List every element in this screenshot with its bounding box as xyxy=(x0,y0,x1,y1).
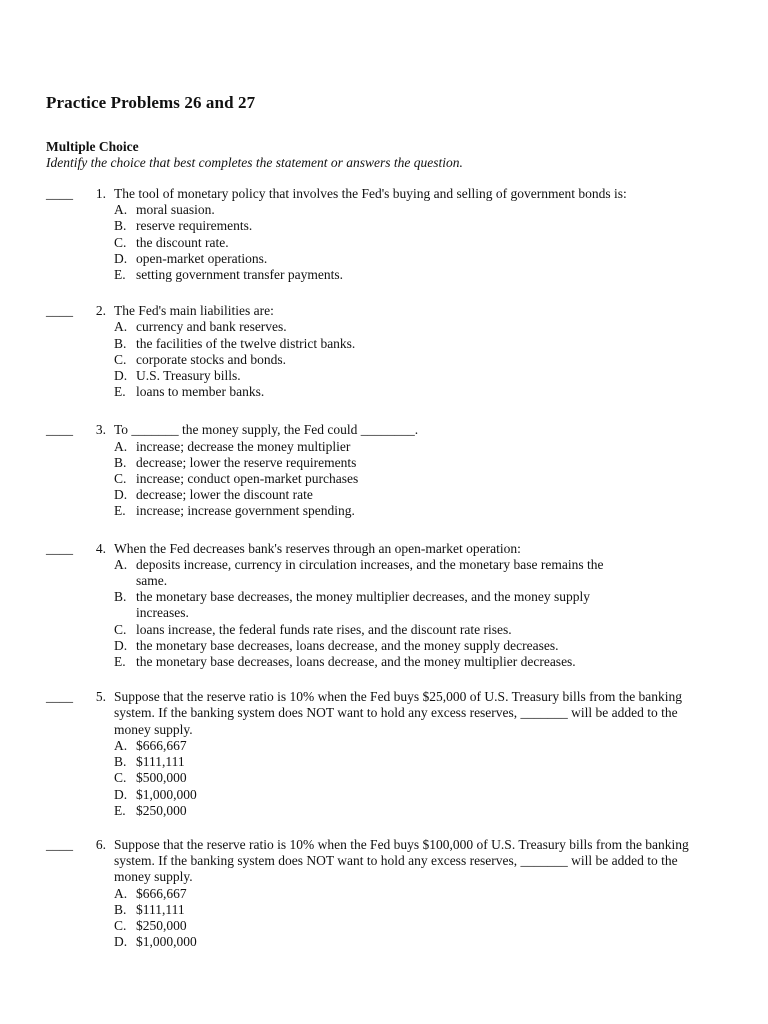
option-text: U.S. Treasury bills. xyxy=(136,368,241,384)
option-text: $1,000,000 xyxy=(136,934,197,950)
option-letter: A. xyxy=(114,556,128,572)
option-letter: D. xyxy=(114,637,128,653)
option-text: $500,000 xyxy=(136,770,187,786)
option-text: $666,667 xyxy=(136,885,187,901)
question-body xyxy=(114,689,714,819)
answer-option[interactable] xyxy=(114,638,714,654)
option-text: open-market operations. xyxy=(136,250,268,266)
answer-option[interactable] xyxy=(114,251,714,267)
option-text: $666,667 xyxy=(136,737,187,753)
answer-option[interactable] xyxy=(114,589,714,621)
question-number: 3. xyxy=(95,422,106,438)
answer-blank[interactable]: ____ xyxy=(46,186,73,201)
option-text: increase; decrease the money multiplier xyxy=(136,438,351,454)
answer-option[interactable] xyxy=(114,319,714,335)
option-letter: D. xyxy=(114,934,128,950)
option-letter: C. xyxy=(114,471,127,487)
option-letter: B. xyxy=(114,901,127,917)
section-instructions: Identify the choice that best completes the statement or answers the question. xyxy=(46,155,463,170)
question-body xyxy=(114,541,714,671)
option-letter: E. xyxy=(114,384,126,400)
option-letter: D. xyxy=(114,250,128,266)
question-number: 6. xyxy=(95,836,106,852)
answer-option[interactable] xyxy=(114,503,714,519)
option-letter: B. xyxy=(114,754,127,770)
answer-option[interactable] xyxy=(114,368,714,384)
option-text: the monetary base decreases, loans decrease, and the money multiplier decreases. xyxy=(136,654,576,670)
option-text: $111,111 xyxy=(136,754,185,770)
answer-option[interactable] xyxy=(114,267,714,283)
answer-option[interactable] xyxy=(114,336,714,352)
option-text: increase; conduct open-market purchases xyxy=(136,471,359,487)
question-item xyxy=(0,422,768,519)
option-letter: C. xyxy=(114,621,127,637)
option-letter: C. xyxy=(114,351,127,367)
option-letter: B. xyxy=(114,589,127,605)
section-heading: Multiple Choice xyxy=(46,139,139,154)
option-letter: A. xyxy=(114,202,128,218)
question-body xyxy=(114,422,714,519)
option-letter: B. xyxy=(114,335,127,351)
answer-option[interactable] xyxy=(114,918,714,934)
question-stem: The Fed's main liabilities are: xyxy=(114,303,274,319)
option-text: the monetary base decreases, the money multiplier decreases, and the money supply increases. xyxy=(136,589,590,621)
answer-option[interactable] xyxy=(114,654,714,670)
answer-blank[interactable]: ____ xyxy=(46,422,73,438)
question-stem: The tool of monetary policy that involves the Fed's buying and selling of government bonds is: xyxy=(114,186,627,201)
question-stem: Suppose that the reserve ratio is 10% when the Fed buys $25,000 of U.S. Treasury bills from the banking system. If the banking system does NOT want to hold any excess reserves, _______ will be added to the money supply. xyxy=(114,689,683,737)
question-list xyxy=(0,186,768,950)
answer-option[interactable] xyxy=(114,902,714,918)
option-text: decrease; lower the discount rate xyxy=(136,487,313,503)
option-text: the discount rate. xyxy=(136,234,229,250)
answer-option[interactable] xyxy=(114,787,714,803)
answer-blank[interactable]: ____ xyxy=(46,540,73,556)
option-text: setting government transfer payments. xyxy=(136,267,343,283)
option-letter: C. xyxy=(114,234,127,250)
answer-option[interactable] xyxy=(114,557,714,589)
question-item xyxy=(0,689,768,819)
option-letter: C. xyxy=(114,917,127,933)
answer-option[interactable] xyxy=(114,622,714,638)
question-item xyxy=(0,303,768,400)
answer-option[interactable] xyxy=(114,770,714,786)
option-text: $111,111 xyxy=(136,901,185,917)
answer-option[interactable] xyxy=(114,934,714,950)
question-number: 4. xyxy=(95,540,106,556)
option-text: currency and bank reserves. xyxy=(136,319,287,335)
answer-option[interactable] xyxy=(114,886,714,902)
option-letter: A. xyxy=(114,438,128,454)
option-text: deposits increase, currency in circulation increases, and the monetary base remains the same. xyxy=(136,556,604,589)
answer-option[interactable] xyxy=(114,738,714,754)
question-item xyxy=(0,837,768,950)
answer-blank[interactable]: ____ xyxy=(46,303,73,319)
answer-option[interactable] xyxy=(114,352,714,368)
answer-blank[interactable]: ____ xyxy=(46,836,73,852)
answer-option[interactable] xyxy=(114,487,714,503)
option-text: moral suasion. xyxy=(136,202,215,218)
question-number: 1. xyxy=(95,186,106,201)
answer-option[interactable] xyxy=(114,754,714,770)
option-text: the monetary base decreases, loans decrease, and the money supply decreases. xyxy=(136,637,559,653)
option-letter: D. xyxy=(114,786,128,802)
answer-option[interactable] xyxy=(114,439,714,455)
option-letter: A. xyxy=(114,737,128,753)
option-text: $250,000 xyxy=(136,917,187,933)
option-letter: E. xyxy=(114,267,126,283)
option-text: decrease; lower the reserve requirements xyxy=(136,454,357,470)
option-letter: E. xyxy=(114,503,126,519)
option-text: loans to member banks. xyxy=(136,384,265,400)
question-body xyxy=(114,186,714,283)
question-stem: To _______ the money supply, the Fed could ________. xyxy=(114,422,419,438)
answer-option[interactable] xyxy=(114,384,714,400)
option-text: corporate stocks and bonds. xyxy=(136,351,286,367)
question-body xyxy=(114,303,714,400)
question-stem: When the Fed decreases bank's reserves through an open-market operation: xyxy=(114,540,521,556)
question-stem: Suppose that the reserve ratio is 10% when the Fed buys $100,000 of U.S. Treasury bills from the banking system. If the banking system does NOT want to hold any excess reserves, _______ will be added to the money supply. xyxy=(114,836,689,885)
answer-option[interactable] xyxy=(114,235,714,251)
option-letter: E. xyxy=(114,654,126,670)
option-letter: A. xyxy=(114,885,128,901)
option-letter: A. xyxy=(114,319,128,335)
answer-option[interactable] xyxy=(114,471,714,487)
option-text: increase; increase government spending. xyxy=(136,503,355,519)
answer-option[interactable] xyxy=(114,803,714,819)
question-number: 5. xyxy=(95,689,106,705)
option-letter: E. xyxy=(114,802,126,818)
option-text: reserve requirements. xyxy=(136,218,253,234)
option-text: $250,000 xyxy=(136,802,187,818)
option-text: loans increase, the federal funds rate rises, and the discount rate rises. xyxy=(136,621,512,637)
answer-option[interactable] xyxy=(114,202,714,218)
question-number: 2. xyxy=(95,303,106,319)
question-body xyxy=(114,837,714,950)
question-item xyxy=(0,541,768,671)
option-letter: B. xyxy=(114,218,127,234)
option-text: $1,000,000 xyxy=(136,786,197,802)
question-item xyxy=(0,186,768,283)
option-letter: D. xyxy=(114,368,128,384)
option-letter: D. xyxy=(114,487,128,503)
option-text: the facilities of the twelve district banks. xyxy=(136,335,356,351)
answer-blank[interactable]: ____ xyxy=(46,689,73,705)
page-title: Practice Problems 26 and 27 xyxy=(46,93,256,112)
option-letter: C. xyxy=(114,770,127,786)
answer-option[interactable] xyxy=(114,455,714,471)
option-letter: B. xyxy=(114,454,127,470)
answer-option[interactable] xyxy=(114,218,714,234)
